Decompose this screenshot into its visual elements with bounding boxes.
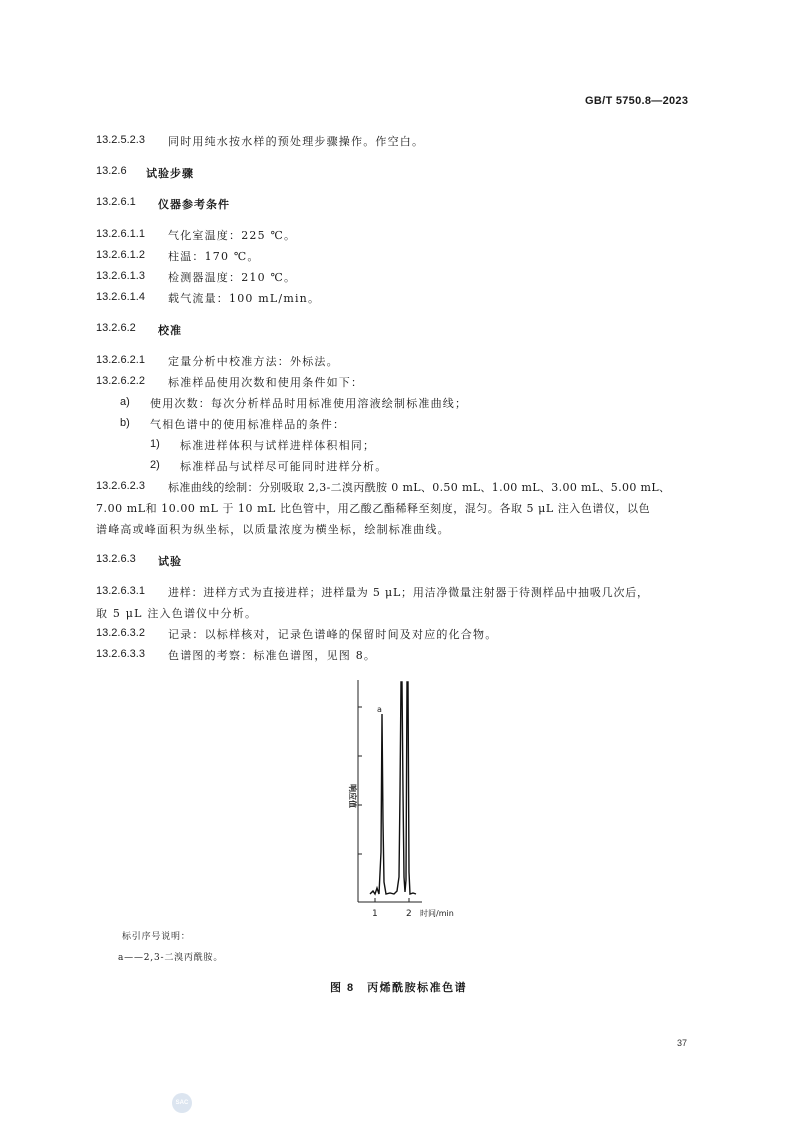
sublist-marker: 1): [150, 438, 160, 450]
section-number: 13.2.6.1: [96, 196, 136, 208]
standard-number: GB/T 5750.8—2023: [585, 95, 689, 107]
section-heading: 试验步骤: [146, 168, 194, 180]
clause-number: 13.2.6.1.3: [96, 270, 145, 282]
clause-number: 13.2.6.2.3: [96, 480, 145, 492]
section-number: 13.2.6: [96, 165, 127, 177]
section-number: 13.2.6.3: [96, 553, 136, 565]
list-item-text: 使用次数：每次分析样品时用标准使用溶液绘制标准曲线；: [150, 397, 468, 410]
sublist-item-text: 标准进样体积与试样进样体积相同；: [180, 439, 376, 452]
clause-text: 色谱图的考察：标准色谱图，见图 8。: [168, 649, 377, 662]
sac-logo: SAC: [172, 1093, 192, 1113]
clause-text-continued: 7.00 mL和 10.00 mL 于 10 mL 比色管中，用乙酸乙酯稀释至刻度，混匀。各取 5 μL 注入色谱仪，以色: [96, 502, 651, 515]
clause-text: 标准样品使用次数和使用条件如下：: [168, 376, 364, 389]
clause-text-continued: 谱峰高或峰面积为纵坐标，以质量浓度为横坐标，绘制标准曲线。: [96, 523, 450, 536]
list-marker: b): [120, 417, 130, 429]
clause-text: 定量分析中校准方法：外标法。: [168, 355, 339, 368]
clause-number: 13.2.6.1.1: [96, 228, 145, 240]
clause-number: 13.2.5.2.3: [96, 134, 145, 146]
clause-number: 13.2.6.2.2: [96, 375, 145, 387]
sublist-item-text: 标准样品与试样尽可能同时进样分析。: [180, 460, 388, 473]
legend-title: 标引序号说明：: [122, 932, 191, 942]
clause-number: 13.2.6.1.2: [96, 249, 145, 261]
x-tick-label-2: 2: [406, 909, 412, 919]
x-tick-label-1: 1: [372, 909, 378, 919]
list-item-text: 气相色谱中的使用标准样品的条件：: [150, 418, 346, 431]
legend-item: a——2,3-二溴丙酰胺。: [118, 953, 224, 963]
clause-number: 13.2.6.3.3: [96, 648, 145, 660]
clause-text: 柱温：170 ℃。: [168, 250, 260, 263]
section-heading: 校准: [158, 325, 182, 337]
clause-text: 气化室温度：225 ℃。: [168, 229, 297, 242]
clause-text: 记录：以标样核对，记录色谱峰的保留时间及对应的化合物。: [168, 628, 498, 641]
page-number: 37: [677, 1038, 688, 1048]
clause-text: 载气流量：100 mL/min。: [168, 292, 321, 305]
section-heading: 试验: [158, 556, 182, 568]
peak-label-a: a: [377, 705, 382, 714]
clause-number: 13.2.6.3.1: [96, 585, 145, 597]
clause-text: 检测器温度：210 ℃。: [168, 271, 297, 284]
section-heading: 仪器参考条件: [158, 199, 230, 211]
section-number: 13.2.6.2: [96, 322, 136, 334]
clause-text: 进样：进样方式为直接进样；进样量为 5 μL；用洁净微量注射器于待测样品中抽吸几次后，: [168, 586, 649, 599]
clause-number: 13.2.6.2.1: [96, 354, 145, 366]
list-marker: a): [120, 396, 130, 408]
clause-number: 13.2.6.3.2: [96, 627, 145, 639]
x-axis-label: 时间/min: [420, 909, 454, 918]
clause-text: 同时用纯水按水样的预处理步骤操作。作空白。: [168, 135, 425, 148]
sublist-marker: 2): [150, 459, 160, 471]
clause-text-continued: 取 5 μL 注入色谱仪中分析。: [96, 607, 258, 620]
y-axis-label: 响应值: [348, 784, 357, 808]
y-axis-ticks: [358, 707, 362, 854]
clause-number: 13.2.6.1.4: [96, 291, 145, 303]
chromatogram: [330, 672, 470, 922]
figure-caption: 图 8 丙烯酰胺标准色谱: [330, 982, 468, 994]
clause-text: 标准曲线的绘制：分别吸取 2,3-二溴丙酰胺 0 mL、0.50 mL、1.00 mL、3.00 mL、5.00 mL、: [168, 481, 671, 494]
